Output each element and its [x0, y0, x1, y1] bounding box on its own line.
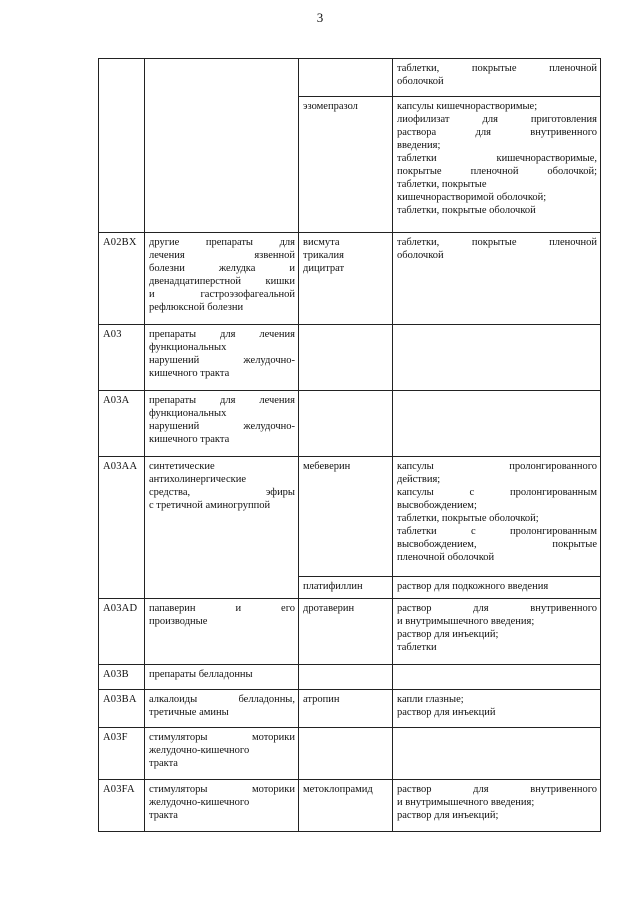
- dosage-forms-cell: [393, 577, 601, 599]
- atc-code-cell: [99, 457, 145, 599]
- form-line: оболочкой: [397, 250, 444, 262]
- drug-name: эзомепразол: [303, 101, 358, 112]
- atc-code-cell: [99, 233, 145, 325]
- table-row: [99, 59, 601, 97]
- form-line: оболочкой: [397, 76, 444, 88]
- dosage-forms-cell: [393, 665, 601, 690]
- dosage-forms-cell: [393, 599, 601, 665]
- group-name-line: желудочно-кишечного: [149, 745, 250, 757]
- drug-name-cell: [299, 233, 393, 325]
- dosage-forms-cell: [393, 780, 601, 832]
- drug-name-cell: [299, 690, 393, 728]
- group-name-line: болезни желудка и: [149, 263, 295, 275]
- group-name-cell: [145, 780, 299, 832]
- table-row: [99, 325, 601, 391]
- dosage-forms-cell: [393, 391, 601, 457]
- page-number: 3: [316, 10, 324, 25]
- atc-code-cell: [99, 665, 145, 690]
- dosage-forms-cell: [393, 457, 601, 577]
- form-line: лиофилизат для приготовления: [397, 114, 597, 126]
- atc-code: A03: [103, 329, 122, 340]
- dosage-forms-cell: [393, 728, 601, 780]
- atc-code-cell: [99, 780, 145, 832]
- form-line: и внутримышечного введения;: [397, 797, 535, 809]
- group-name-line: тракта: [149, 758, 178, 770]
- group-name-line: желудочно-кишечного: [149, 797, 250, 809]
- dosage-forms-cell: [393, 97, 601, 233]
- drug-list-table: [98, 58, 601, 832]
- table-row: [99, 457, 601, 577]
- form-line: раствор для инъекций;: [397, 629, 499, 641]
- group-name-cell: [145, 325, 299, 391]
- form-line: таблетки кишечнорастворимые,: [397, 153, 597, 165]
- group-name-line: папаверин и его: [149, 603, 295, 614]
- drug-name-cell: [299, 97, 393, 233]
- group-name-cell: [145, 665, 299, 690]
- table-row: [99, 391, 601, 457]
- dosage-forms-cell: [393, 690, 601, 728]
- group-name-line: кишечного тракта: [149, 368, 230, 380]
- table-row: [99, 599, 601, 665]
- drug-name: метоклопрамид: [303, 784, 373, 795]
- group-name-cell: [145, 59, 299, 233]
- table-row: [99, 728, 601, 780]
- table-row: [99, 665, 601, 690]
- atc-code: A03FA: [103, 784, 135, 795]
- atc-code: A03AA: [103, 461, 138, 472]
- drug-name-cell: [299, 457, 393, 577]
- form-line: раствор для внутривенного: [397, 784, 597, 795]
- atc-code: A02BX: [103, 237, 137, 248]
- group-name-line: тракта: [149, 810, 178, 822]
- atc-code-cell: [99, 599, 145, 665]
- drug-name-cell: [299, 391, 393, 457]
- group-name-line: кишечного тракта: [149, 434, 230, 446]
- group-name-line: нарушений желудочно-: [149, 421, 295, 433]
- atc-code: A03F: [103, 732, 128, 743]
- drug-name: дротаверин: [303, 603, 355, 614]
- form-line: капсулы пролонгированного: [397, 461, 597, 472]
- dosage-forms-cell: [393, 233, 601, 325]
- form-line: введения;: [397, 140, 441, 152]
- group-name-line: функциональных: [149, 408, 227, 420]
- drug-name: платифиллин: [303, 581, 363, 592]
- group-name-line: и гастроэзофагеальной: [149, 289, 295, 301]
- drug-name-line: дицитрат: [303, 263, 345, 275]
- form-line: таблетки, покрытые пленочной: [397, 63, 597, 74]
- group-name-line: производные: [149, 616, 208, 628]
- group-name-cell: [145, 457, 299, 599]
- atc-code-cell: [99, 690, 145, 728]
- drug-name-cell: [299, 577, 393, 599]
- group-name-line: средства, эфиры: [149, 487, 295, 499]
- table-row: [99, 233, 601, 325]
- group-name-line: препараты для лечения: [149, 395, 295, 406]
- atc-code: A03B: [103, 669, 129, 680]
- drug-name-cell: [299, 59, 393, 97]
- drug-name: мебеверин: [303, 461, 351, 472]
- form-line: таблетки: [397, 642, 437, 654]
- atc-code-cell: [99, 325, 145, 391]
- drug-name-cell: [299, 728, 393, 780]
- table-row: [99, 690, 601, 728]
- drug-name: атропин: [303, 694, 340, 705]
- atc-code: A03A: [103, 395, 130, 406]
- atc-code-cell: [99, 59, 145, 233]
- group-name-line: рефлюксной болезни: [149, 302, 244, 314]
- form-line: раствор для подкожного введения: [397, 581, 549, 592]
- form-line: таблетки, покрытые оболочкой;: [397, 513, 539, 525]
- form-line: таблетки с пролонгированным: [397, 526, 597, 538]
- form-line: раствор для внутривенного: [397, 603, 597, 614]
- drug-name-cell: [299, 325, 393, 391]
- form-line: капли глазные;: [397, 694, 464, 705]
- form-line: раствор для инъекций: [397, 707, 496, 719]
- form-line: покрытые пленочной оболочкой;: [397, 166, 597, 178]
- group-name-line: функциональных: [149, 342, 227, 354]
- form-line: раствор для инъекций;: [397, 810, 499, 822]
- group-name-line: двенадцатиперстной кишки: [149, 276, 295, 288]
- drug-name-line: трикалия: [303, 250, 344, 262]
- form-line: капсулы с пролонгированным: [397, 487, 597, 499]
- group-name-line: с третичной аминогруппой: [149, 500, 271, 512]
- drug-name-line: висмута: [303, 237, 340, 248]
- group-name-line: синтетические: [149, 461, 215, 472]
- form-line: капсулы кишечнорастворимые;: [397, 101, 538, 112]
- form-line: действия;: [397, 474, 441, 486]
- group-name-cell: [145, 599, 299, 665]
- group-name-line: препараты для лечения: [149, 329, 295, 340]
- group-name-line: лечения язвенной: [149, 250, 295, 262]
- form-line: таблетки, покрытые пленочной: [397, 237, 597, 248]
- group-name-cell: [145, 690, 299, 728]
- form-line: высвобождением;: [397, 500, 477, 512]
- atc-code-cell: [99, 728, 145, 780]
- group-name-line: другие препараты для: [149, 237, 295, 248]
- drug-name-cell: [299, 599, 393, 665]
- atc-code-cell: [99, 391, 145, 457]
- group-name-cell: [145, 728, 299, 780]
- group-name-line: антихолинергические: [149, 474, 247, 486]
- form-line: пленочной оболочкой: [397, 552, 495, 564]
- atc-code: A03AD: [103, 603, 138, 614]
- group-name-line: нарушений желудочно-: [149, 355, 295, 367]
- atc-code: A03BA: [103, 694, 137, 705]
- form-line: кишечнорастворимой оболочкой;: [397, 192, 547, 204]
- form-line: таблетки, покрытые: [397, 179, 487, 191]
- group-name-line: стимуляторы моторики: [149, 732, 295, 743]
- form-line: высвобождением, покрытые: [397, 539, 597, 551]
- drug-name-cell: [299, 665, 393, 690]
- group-name-cell: [145, 233, 299, 325]
- group-name-line: стимуляторы моторики: [149, 784, 295, 795]
- form-line: и внутримышечного введения;: [397, 616, 535, 628]
- form-line: таблетки, покрытые оболочкой: [397, 205, 536, 217]
- form-line: раствора для внутривенного: [397, 127, 597, 139]
- drug-name-cell: [299, 780, 393, 832]
- table-row: [99, 780, 601, 832]
- dosage-forms-cell: [393, 325, 601, 391]
- group-name-line: препараты белладонны: [149, 669, 253, 680]
- dosage-forms-cell: [393, 59, 601, 97]
- group-name-line: третичные амины: [149, 707, 229, 719]
- group-name-cell: [145, 391, 299, 457]
- group-name-line: алкалоиды белладонны,: [149, 694, 295, 705]
